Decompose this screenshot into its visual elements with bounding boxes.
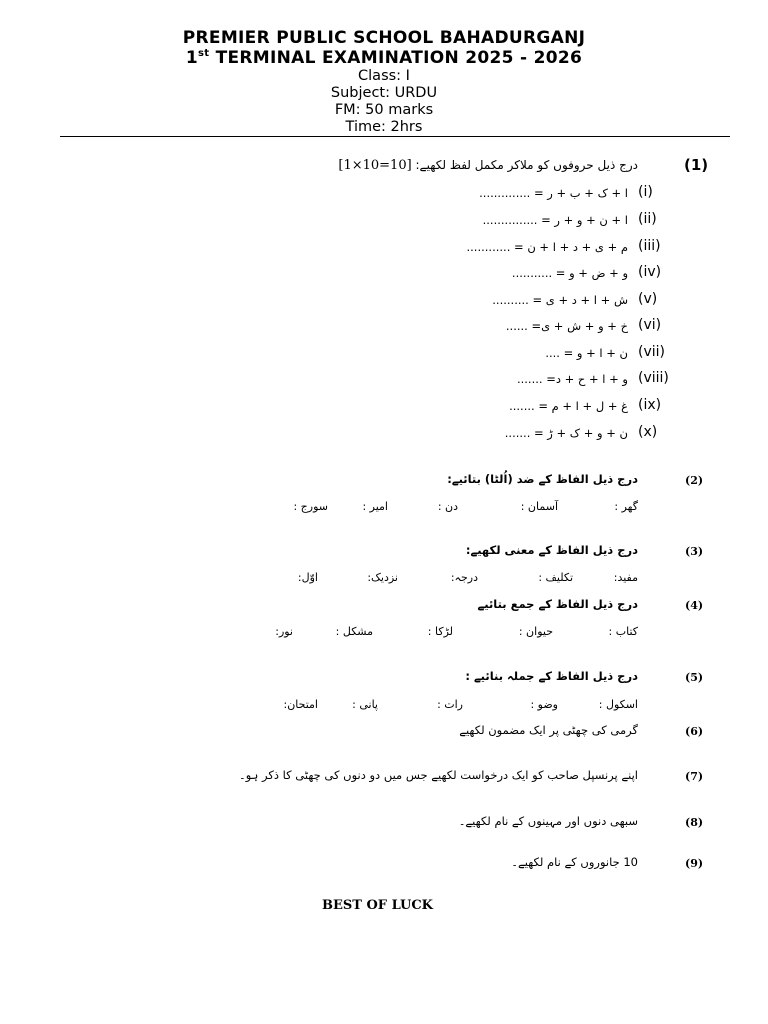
question-4-number: (4)	[685, 599, 704, 612]
item-text: ن + و + ک + ڑ = .......	[504, 426, 628, 440]
item-roman: (ii)	[638, 211, 657, 227]
word: مشکل :	[335, 625, 373, 638]
header-divider	[60, 136, 730, 137]
item-text: م + ی + د + ا + ن = ............	[466, 240, 628, 254]
subject-line: Subject: URDU	[330, 85, 438, 101]
class-line: Class: I	[358, 68, 410, 84]
item-roman: (v)	[638, 291, 658, 307]
word: درجہ:	[450, 571, 478, 584]
word: مفید:	[613, 571, 638, 584]
question-8-text: سبھی دنوں اور مہینوں کے نام لکھیے۔	[458, 814, 638, 828]
item-roman: (vi)	[638, 317, 662, 333]
item-text: ش + ا + د + ی = ..........	[492, 293, 628, 307]
question-2-instruction: درج ذیل الفاظ کے ضد (اُلٹا) بتائیے:	[447, 472, 638, 486]
item-roman: (x)	[638, 424, 658, 440]
time-line: Time: 2hrs	[345, 119, 423, 135]
word: حیوان :	[518, 625, 553, 638]
question-6-text: گرمی کی چھٹی پر ایک مضمون لکھیے	[459, 723, 638, 737]
question-3-number: (3)	[685, 545, 704, 558]
question-5-words	[248, 698, 638, 711]
question-1-marks: [1×10=10]	[338, 158, 412, 173]
question-2-number: (2)	[685, 474, 704, 487]
question-4-words	[213, 625, 638, 638]
word: آسمان :	[520, 500, 558, 513]
question-7-text: اپنے پرنسپل صاحب کو ایک درخواست لکھیے جس میں دو دنوں کی چھٹی کا ذکر ہو۔	[238, 768, 638, 782]
word: امتحان:	[283, 698, 318, 711]
item-text: و + ض + و = ...........	[511, 266, 628, 280]
word: امیر :	[362, 500, 388, 513]
item-roman: (ix)	[638, 397, 662, 413]
exam-title: 1st TERMINAL EXAMINATION 2025 - 2026	[185, 48, 583, 68]
word: تکلیف :	[538, 571, 573, 584]
full-marks-line: FM: 50 marks	[334, 102, 434, 118]
question-8-number: (8)	[685, 816, 704, 829]
item-roman: (iii)	[638, 238, 661, 254]
question-7-number: (7)	[685, 770, 704, 783]
question-3-instruction: درج ذیل الفاظ کے معنی لکھیے:	[465, 543, 638, 557]
word: پانی :	[352, 698, 378, 711]
word: اوّل:	[297, 571, 318, 584]
word: رات :	[437, 698, 463, 711]
question-5-number: (5)	[685, 671, 704, 684]
word: اسکول :	[598, 698, 638, 711]
word: گھر :	[614, 500, 638, 513]
word: کتاب :	[608, 625, 638, 638]
word: لڑکا :	[427, 625, 453, 638]
word: سورج :	[293, 500, 328, 513]
question-3-words	[258, 571, 638, 584]
item-text: غ + ل + ا + م = .......	[509, 399, 628, 413]
school-name: PREMIER PUBLIC SCHOOL BAHADURGANJ	[182, 28, 586, 48]
question-9-text: 10 جانوروں کے نام لکھیے۔	[511, 855, 638, 869]
question-9-number: (9)	[685, 857, 704, 870]
best-of-luck: BEST OF LUCK	[322, 898, 433, 913]
question-1-instruction: درج ذیل حروفوں کو ملاکر مکمل لفظ لکھیے: [1×10=10]	[338, 158, 638, 173]
item-text: ا + ن + و + ر = ...............	[482, 213, 628, 227]
word: وضو :	[530, 698, 558, 711]
word: نزدیک:	[367, 571, 398, 584]
exam-header	[0, 28, 768, 136]
item-text: خ + و + ش + ی= ......	[505, 319, 628, 333]
item-roman: (i)	[638, 184, 653, 200]
word: دن :	[437, 500, 458, 513]
question-5-instruction: درج ذیل الفاظ کے جملہ بنائیے :	[465, 669, 638, 683]
item-text: و + ا + ح + د= .......	[516, 372, 628, 386]
question-6-number: (6)	[685, 725, 704, 738]
item-roman: (vii)	[638, 344, 665, 360]
item-text: ا + ک + ب + ر = ..............	[479, 186, 628, 200]
item-text: ن + ا + و = ....	[545, 346, 628, 360]
question-2-words	[268, 500, 638, 513]
question-1-number: (1)	[684, 156, 709, 174]
item-roman: (viii)	[638, 370, 669, 386]
question-4-instruction: درج ذیل الفاظ کے جمع بتائیے	[477, 597, 638, 611]
item-roman: (iv)	[638, 264, 662, 280]
word: نور:	[275, 625, 293, 638]
